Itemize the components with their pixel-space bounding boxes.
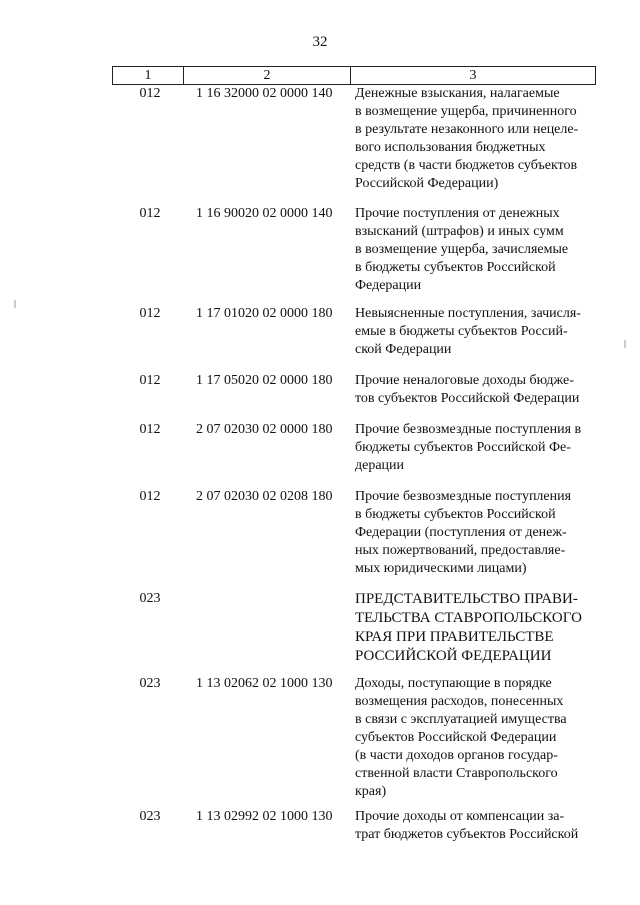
description-line: в возмещение ущерба, зачисляемые — [355, 242, 569, 257]
budget-code: 1 17 05020 02 0000 180 — [196, 373, 333, 388]
description-line: Денежные взыскания, налагаемые — [355, 86, 560, 101]
description-line: в результате незаконного или нецеле- — [355, 122, 579, 137]
description-line: Прочие безвозмездные поступления — [355, 489, 572, 504]
admin-code: 023 — [139, 676, 161, 691]
budget-code: 1 16 90020 02 0000 140 — [196, 206, 333, 221]
admin-code: 012 — [139, 489, 161, 504]
budget-code: 2 07 02030 02 0000 180 — [196, 422, 333, 437]
revenue-description — [355, 590, 595, 666]
admin-code: 012 — [139, 373, 161, 388]
description-line: ПРЕДСТАВИТЕЛЬСТВО ПРАВИ- — [355, 591, 578, 607]
description-line: Федерации — [355, 278, 422, 293]
admin-code: 012 — [139, 422, 161, 437]
admin-code: 023 — [139, 591, 161, 606]
header-col-3: 3 — [469, 68, 477, 83]
description-line: ской Федерации — [355, 342, 452, 357]
revenue-description — [355, 305, 595, 359]
description-line: Доходы, поступающие в порядке — [355, 676, 552, 691]
scan-mark — [14, 300, 16, 308]
revenue-description — [355, 205, 595, 295]
description-line: средств (в части бюджетов субъектов — [355, 158, 578, 173]
description-line: субъектов Российской Федерации — [355, 730, 557, 745]
header-col-2: 2 — [184, 67, 351, 84]
description-line: Российской Федерации) — [355, 176, 499, 191]
page-number: 32 — [312, 34, 328, 50]
description-line: (в части доходов органов государ- — [355, 748, 558, 763]
scan-mark — [624, 340, 626, 348]
admin-code: 012 — [139, 306, 161, 321]
description-line: взысканий (штрафов) и иных сумм — [355, 224, 564, 239]
description-line: бюджеты субъектов Российской Фе- — [355, 440, 571, 455]
description-line: в возмещение ущерба, причиненного — [355, 104, 577, 119]
description-line: Прочие доходы от компенсации за- — [355, 809, 565, 824]
revenue-description — [355, 675, 595, 801]
description-line: ственной власти Ставропольского — [355, 766, 558, 781]
revenue-description — [355, 421, 595, 475]
description-line: Прочие неналоговые доходы бюдже- — [355, 373, 574, 388]
table-header — [112, 66, 596, 85]
description-line: Невыясненные поступления, зачисля- — [355, 306, 581, 321]
description-line: мых юридическими лицами) — [355, 561, 527, 576]
description-line: возмещения расходов, понесенных — [355, 694, 564, 709]
description-line: Федерации (поступления от денеж- — [355, 525, 567, 540]
admin-code: 012 — [139, 86, 161, 101]
description-line: РОССИЙСКОЙ ФЕДЕРАЦИИ — [355, 648, 552, 664]
description-line: дерации — [355, 458, 405, 473]
header-col-1: 1 — [113, 67, 184, 84]
description-line: трат бюджетов субъектов Российской — [355, 827, 579, 842]
description-line: ТЕЛЬСТВА СТАВРОПОЛЬСКОГО — [355, 610, 582, 626]
description-line: в бюджеты субъектов Российской — [355, 260, 556, 275]
admin-code: 023 — [139, 809, 161, 824]
revenue-description — [355, 808, 595, 844]
description-line: вого использования бюджетных — [355, 140, 546, 155]
description-line: Прочие поступления от денежных — [355, 206, 560, 221]
description-line: КРАЯ ПРИ ПРАВИТЕЛЬСТВЕ — [355, 629, 554, 645]
description-line: края) — [355, 784, 387, 799]
revenue-description — [355, 488, 595, 578]
budget-code: 2 07 02030 02 0208 180 — [196, 489, 333, 504]
description-line: в связи с эксплуатацией имущества — [355, 712, 567, 727]
revenue-description — [355, 85, 595, 193]
budget-code: 1 13 02992 02 1000 130 — [196, 809, 333, 824]
budget-code: 1 13 02062 02 1000 130 — [196, 676, 333, 691]
description-line: тов субъектов Российской Федерации — [355, 391, 580, 406]
description-line: ных пожертвований, предоставляе- — [355, 543, 566, 558]
description-line: Прочие безвозмездные поступления в — [355, 422, 582, 437]
budget-code: 1 16 32000 02 0000 140 — [196, 86, 333, 101]
description-line: в бюджеты субъектов Российской — [355, 507, 556, 522]
revenue-description — [355, 372, 595, 408]
admin-code: 012 — [139, 206, 161, 221]
description-line: емые в бюджеты субъектов Россий- — [355, 324, 568, 339]
budget-code: 1 17 01020 02 0000 180 — [196, 306, 333, 321]
